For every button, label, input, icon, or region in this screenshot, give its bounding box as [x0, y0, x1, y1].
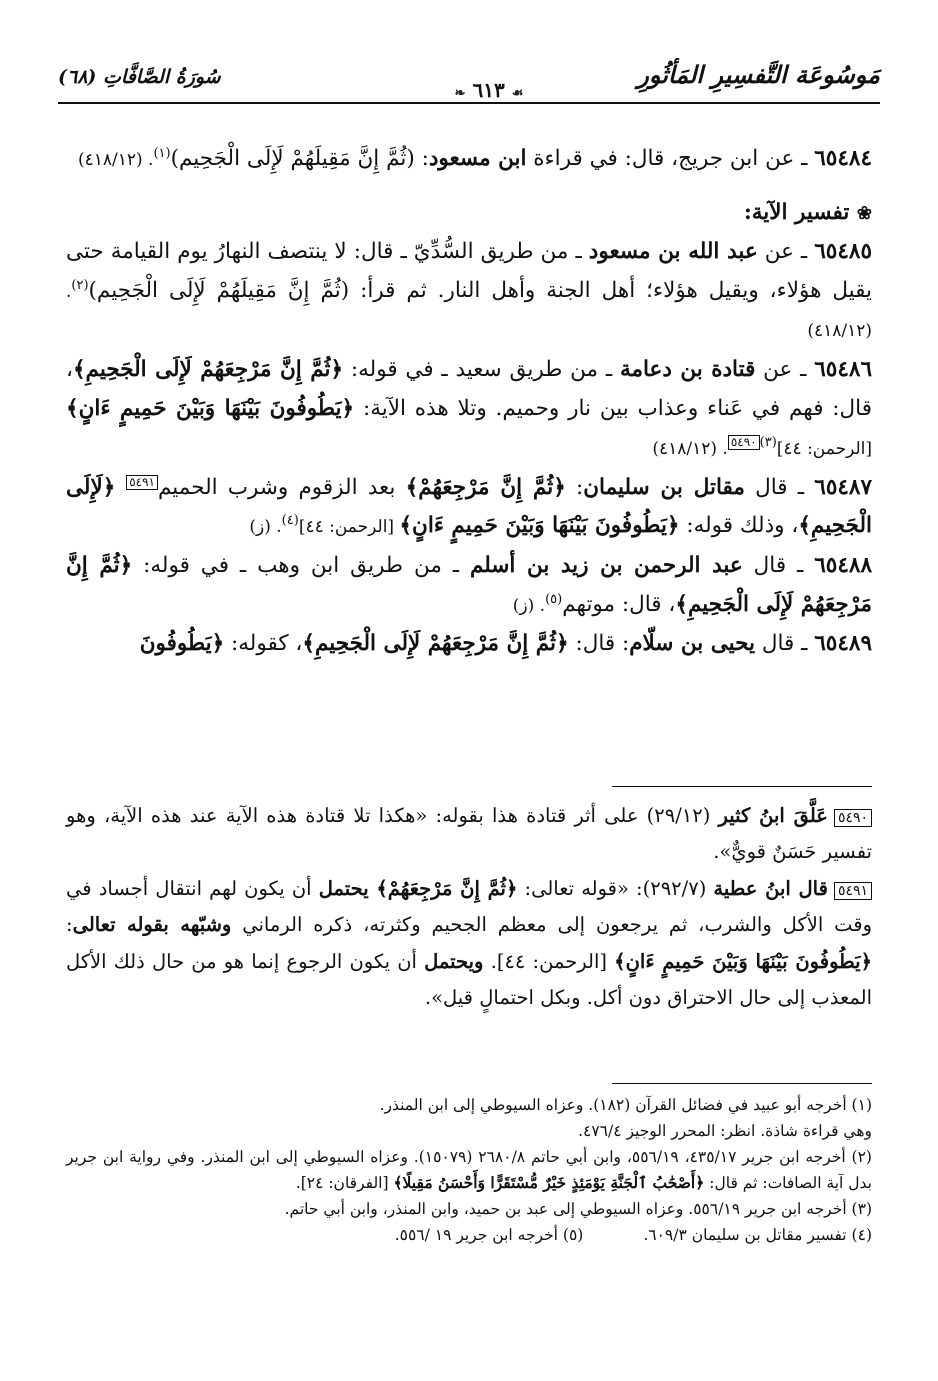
entry-number: ٦٥٤٨٥ [814, 239, 872, 265]
footnote [66, 1144, 872, 1196]
entry-text: ـ من طريق سعيد ـ في قوله: [343, 356, 620, 382]
commentary-text: (٢٩٢/٧): «قوله تعالى: [517, 876, 714, 900]
commentary-text: أن يكون لهم انتقال أجساد في وقت الأكل والشرب، ثم يرجعون إلى معظم الجحيم وكثرته، ذكره الرماني [66, 876, 872, 937]
footnote-marker: (٥) [545, 591, 563, 607]
running-header [58, 60, 880, 104]
commentary-number-box: ٥٤٩٠ [834, 809, 872, 827]
quran-quote: ﴿يَطُوفُونَ بَيْنَهَا وَبَيْنَ حَمِيمٍ ءَانٍ﴾ [66, 395, 355, 421]
commentary-text: (٢٩/١٢) على أثر قتادة هذا بقوله: «هكذا تلا قتادة هذه الآية عند هذه الآية، وهو تفسير حَسَنٌ قويٌّ». [66, 804, 872, 864]
keyword: وشبّهه بقوله تعالى [72, 913, 232, 937]
verse-source: [الرحمن: ٤٤] [776, 439, 872, 460]
volume-reference: . (٤١٨/١٢) [66, 281, 872, 342]
entry-number: ٦٥٤٨٦ [814, 356, 872, 382]
entry-text: : (ثُمَّ إِنَّ مَقِيلَهُمْ لَإِلَى الْجَحِيم) [170, 146, 429, 171]
entry [66, 351, 872, 469]
section-title: تفسير الآية: [743, 199, 850, 225]
commentary-box-marker: ٥٤٩٠ [728, 435, 760, 450]
entry-text: : [565, 474, 584, 500]
ornament-right-icon: ☙ [511, 86, 524, 101]
footnote: (٥) أخرجه ابن جرير ١٩ /٥٥٦. [394, 1226, 584, 1244]
quran-quote: ﴿يَطُوفُونَ [139, 631, 225, 657]
entry [66, 625, 872, 664]
entry-text: ـ قال [742, 552, 815, 578]
quran-quote: ﴿ثُمَّ إِنَّ مَرْجِعَهُمْ﴾ [405, 474, 566, 500]
commentary-text: : [66, 913, 73, 937]
footnote-divider [612, 1083, 872, 1084]
entry-text: بعد الزقوم وشرب الحميم [157, 474, 406, 500]
commentary-text: [الرحمن: ٤٤]. [483, 949, 615, 973]
footnote-marker: (٣) [759, 435, 777, 450]
narrator-name: عبد الله بن مسعود [588, 239, 758, 265]
footnote-text: [الفرقان: ٢٤]. [295, 1174, 394, 1192]
entry-number: ٦٥٤٨٨ [814, 552, 872, 578]
header-rule [58, 102, 880, 104]
quran-quote: ﴿أَصْحَٰبُ ٱلْجَنَّةِ يَوْمَئِذٍ خَيْرٌ مُّسْتَقَرًّا وَأَحْسَنُ مَقِيلًا﴾ [393, 1173, 705, 1192]
entry-text: ـ عن [755, 356, 815, 382]
quran-quote: ﴿ثُمَّ إِنَّ مَرْجِعَهُمْ لَإِلَى الْجَحِيمِ﴾ [66, 552, 872, 617]
commentary-text: أن يكون الرجوع إنما هو من حال ذلك الأكل المعذب إلى حال الاحتراق دون أكل. وبكل احتمالٍ قيل». [66, 949, 872, 1010]
entry-number: ٦٥٤٨٧ [814, 474, 873, 500]
entry-text: ، قال: فهم في عَناء وعذاب بين نار وحميم. وتلا هذه الآية: [66, 356, 873, 421]
keyword: يحتمل [318, 876, 377, 900]
main-text [66, 140, 872, 664]
entry-text: ، قال: موتهم [562, 591, 676, 617]
entry [66, 233, 872, 351]
surah-label: سُورَةُ الصَّافَّاتِ (٦٨) [58, 66, 221, 88]
commentary-note [66, 871, 872, 1017]
quran-quote: ﴿يَطُوفُونَ بَيْنَهَا وَبَيْنَ حَمِيمٍ ءَانٍ﴾ [614, 949, 873, 973]
footnote-row [66, 1222, 872, 1248]
commentary-block [66, 798, 872, 1016]
footnote: (٤) تفسير مقاتل بن سليمان ٦٠٩/٣. [643, 1226, 872, 1244]
quran-quote: ﴿لَإِلَى الْجَحِيمِ﴾ [66, 474, 872, 539]
footnote: (١) أخرجه أبو عبيد في فضائل القرآن (١٨٢). وعزاه السيوطي إلى ابن المنذر. [379, 1096, 872, 1114]
section-heading [66, 194, 872, 234]
commentary-note [66, 798, 872, 871]
entry [66, 547, 872, 625]
narrator-name: عبد الرحمن بن زيد بن أسلم [469, 552, 743, 578]
quran-quote: ﴿ثُمَّ إِنَّ مَرْجِعَهُمْ﴾ [376, 876, 518, 900]
verse-source: [الرحمن: ٤٤] [298, 517, 400, 538]
footnote: وهي قراءة شاذة. انظر: المحرر الوجيز ٤٧٦/٤. [578, 1122, 872, 1140]
footnotes [66, 1092, 872, 1248]
narrator-name: قتادة بن دعامة [619, 356, 756, 382]
entry-text: ـ عن [757, 239, 815, 265]
footnote-marker: (٤) [281, 513, 299, 529]
footnote-marker: (٢) [71, 277, 89, 293]
entry-text: ، كقوله: [224, 631, 303, 657]
volume-reference: . (٤١٨/١٢) [652, 439, 728, 460]
footnote-text: (٢) أخرجه ابن جرير ٤٣٥/١٧، ٥٥٦/١٩، وابن أبي حاتم ٢٦٨٠/٨ (١٥٠٧٩). وعزاه السيوطي إلى ابن المنذر. وفي رواية ابن جرير بدل آية الصافات: ثم قال: [66, 1148, 872, 1192]
entry-text: ، وذلك قوله: [679, 513, 799, 539]
commentary-lead: قال ابنُ عطية [713, 876, 828, 900]
narrator-name: مقاتل بن سليمان [583, 474, 745, 500]
narrator-name: ابن مسعود [428, 146, 527, 171]
entry [66, 469, 872, 547]
commentary-lead: عَلَّقَ ابنُ كثير [718, 804, 828, 827]
quran-quote: ﴿يَطُوفُونَ بَيْنَهَا وَبَيْنَ حَمِيمٍ ءَانٍ﴾ [399, 513, 680, 539]
footnote: (٣) أخرجه ابن جرير ٥٥٦/١٩. وعزاه السيوطي إلى عبد بن حميد، وابن المنذر، وابن أبي حاتم. [284, 1200, 872, 1218]
entry-number: ٦٥٤٨٩ [814, 631, 872, 657]
entry-text: ـ قال [744, 474, 815, 500]
volume-reference: . (ز) [249, 517, 282, 538]
page-number-block [434, 78, 544, 102]
quran-quote: ﴿ثُمَّ إِنَّ مَرْجِعَهُمْ لَإِلَى الْجَحِيمِ﴾ [72, 356, 344, 382]
page-number: ٦١٣ [472, 78, 505, 102]
commentary-divider [612, 786, 872, 787]
quran-quote: ﴿ثُمَّ إِنَّ مَرْجِعَهُمْ لَإِلَى الْجَحِيمِ﴾ [302, 631, 569, 657]
ornament-left-icon: ❧ [454, 86, 466, 101]
entry-text: ـ من طريق ابن وهب ـ في قوله: [132, 552, 470, 578]
volume-reference: . (٤١٨/١٢) [77, 150, 154, 170]
narrator-name: يحيى بن سلّام [629, 631, 755, 657]
footnote-marker: (١) [153, 145, 171, 161]
commentary-box-marker: ٥٤٩١ [126, 475, 158, 490]
entry [66, 140, 872, 180]
entry-number: ٦٥٤٨٤ [814, 146, 872, 171]
entry-text: : قال: [568, 631, 630, 657]
flower-icon: ❀ [856, 202, 872, 224]
entry-text: ـ عن ابن جريج، قال: في قراءة [526, 146, 815, 171]
entry-text: ـ من طريق السُّدِّيّ ـ قال: لا ينتصف النهارُ يوم القيامة حتى يقيل هؤلاء، ويقيل هؤلاء؛ أهل الجنة وأهل النار. ثم قرأ: (ثُمَّ إِنَّ مَقِيلَهُمْ لَإِلَى الْجَحِيم) [66, 239, 872, 303]
entry-text: ـ قال [754, 631, 815, 657]
commentary-number-box: ٥٤٩١ [834, 882, 872, 900]
volume-reference: . (ز) [512, 595, 546, 616]
keyword: ويحتمل [424, 949, 484, 973]
book-title: مَوسُوعَة التَّفسِيرِ المَأثُورِ [637, 60, 880, 89]
